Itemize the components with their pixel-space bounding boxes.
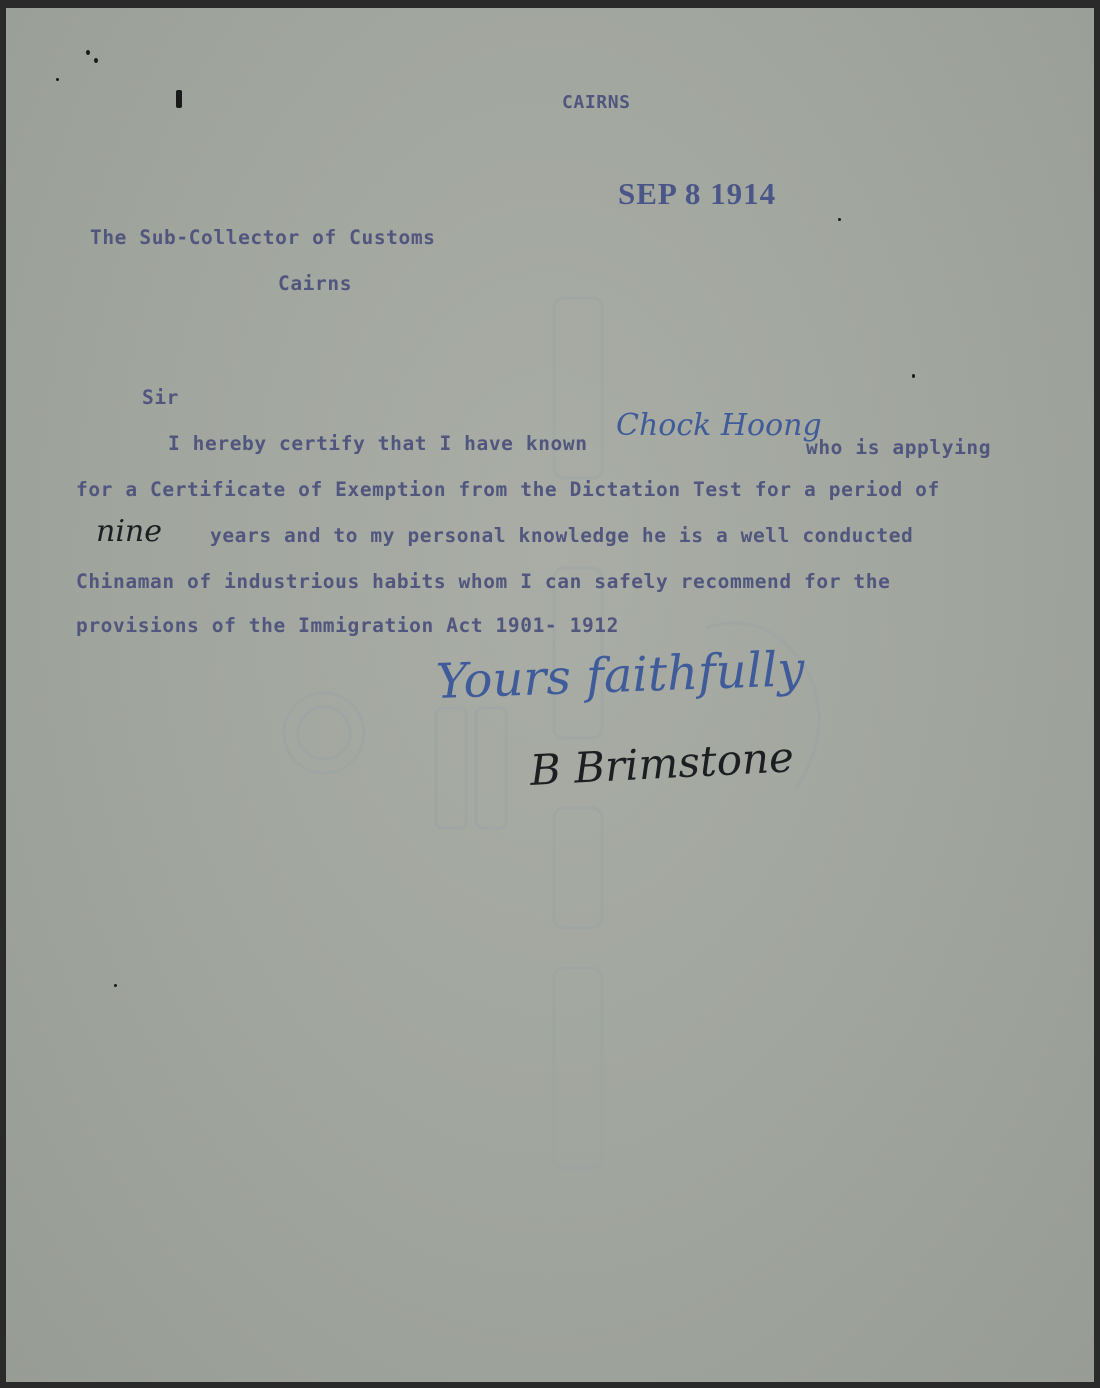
years-handwritten: nine — [96, 514, 162, 549]
ink-speck — [912, 374, 915, 378]
body-line-1-end: who is applying — [806, 436, 992, 459]
applicant-name-handwritten: Chock Hoong — [616, 408, 822, 443]
salutation: Sir — [142, 386, 180, 409]
ink-speck — [94, 58, 98, 63]
body-line-5: provisions of the Immigration Act 1901- 1912 — [76, 614, 619, 637]
ink-speck — [176, 90, 182, 108]
body-line-4: Chinaman of industrious habits whom I can safely recommend for the — [76, 570, 891, 593]
valediction-handwritten: Yours faithfully — [435, 641, 806, 710]
ink-speck — [838, 218, 841, 221]
body-line-3: years and to my personal knowledge he is a well conducted — [210, 524, 914, 547]
signature: B Brimstone — [528, 732, 795, 795]
body-line-1-start: I hereby certify that I have known — [168, 432, 588, 455]
addressee-line-1: The Sub-Collector of Customs — [90, 226, 436, 249]
body-line-2: for a Certificate of Exemption from the Dictation Test for a period of — [76, 478, 940, 501]
place-heading: CAIRNS — [562, 92, 631, 113]
ink-speck — [56, 78, 59, 81]
ink-speck — [86, 50, 90, 55]
addressee-line-2: Cairns — [278, 272, 353, 295]
date-stamp: SEP 8 1914 — [618, 176, 777, 211]
ink-speck — [114, 984, 117, 987]
